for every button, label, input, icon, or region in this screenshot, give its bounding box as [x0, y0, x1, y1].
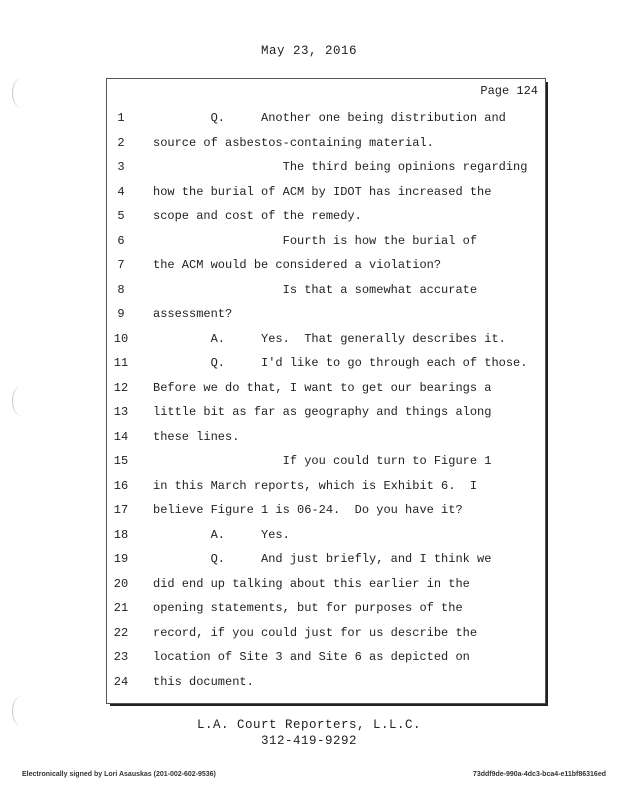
line-number: 15	[113, 454, 129, 468]
line-text: source of asbestos-containing material.	[153, 135, 434, 150]
transcript-page	[106, 78, 548, 706]
line-number: 20	[113, 576, 129, 591]
line-number: 3	[117, 160, 125, 174]
transcript-date: May 23, 2016	[260, 44, 357, 58]
line-text: A. Yes. That generally describes it.	[153, 331, 506, 346]
line-number: 24	[113, 674, 129, 689]
line-number: 21	[113, 601, 129, 615]
line-text: the ACM would be considered a violation?	[153, 258, 442, 272]
transcript-line	[106, 547, 546, 572]
border-shadow-right	[546, 82, 548, 706]
line-number: 11	[113, 356, 129, 370]
line-number: 10	[113, 331, 129, 346]
line-text: assessment?	[153, 307, 233, 321]
transcript-line	[106, 572, 546, 597]
document-hash: 73ddf9de-990a-4dc3-bca4-e11bf86316ed	[472, 771, 606, 778]
line-number: 8	[117, 282, 125, 297]
line-text: how the burial of ACM by IDOT has increased the	[153, 184, 492, 199]
line-number: 7	[117, 258, 125, 272]
transcript-line	[106, 302, 546, 327]
line-text: Q. I'd like to go through each of those.	[153, 356, 528, 370]
transcript-line	[106, 645, 546, 670]
transcript-line	[106, 204, 546, 229]
line-number: 6	[117, 233, 125, 248]
line-text: record, if you could just for us describe the	[153, 625, 478, 640]
line-number: 23	[113, 650, 129, 664]
line-text: location of Site 3 and Site 6 as depicted on	[153, 650, 470, 664]
line-text: Before we do that, I want to get our bearings a	[153, 380, 492, 395]
line-number: 9	[117, 307, 125, 321]
punch-hole-mark	[12, 386, 31, 416]
transcript-line	[106, 449, 546, 474]
transcript-lines	[106, 106, 546, 694]
reporter-company: L.A. Court Reporters, L.L.C.	[196, 718, 422, 732]
transcript-line	[106, 327, 546, 352]
transcript-line	[106, 596, 546, 621]
line-text: these lines.	[153, 429, 240, 444]
line-number: 14	[113, 429, 129, 444]
line-text: scope and cost of the remedy.	[153, 209, 362, 223]
line-number: 16	[113, 478, 129, 493]
line-number: 2	[117, 135, 125, 150]
line-text: believe Figure 1 is 06-24. Do you have it?	[153, 503, 463, 517]
transcript-line	[106, 229, 546, 254]
transcript-line	[106, 253, 546, 278]
line-text: If you could turn to Figure 1	[153, 454, 492, 468]
transcript-line	[106, 670, 546, 695]
line-text: this document.	[153, 674, 254, 689]
electronic-signature: Electronically signed by Lori Asauskas (201-002-602-9536)	[22, 771, 216, 778]
reporter-phone: 312-419-9292	[260, 734, 357, 748]
transcript-line	[106, 351, 546, 376]
transcript-line	[106, 106, 546, 131]
line-number: 13	[113, 405, 129, 419]
line-number: 17	[113, 503, 129, 517]
transcript-line	[106, 523, 546, 548]
line-text: Is that a somewhat accurate	[153, 282, 478, 297]
page-number: Page 124	[480, 84, 538, 98]
border-shadow-bottom	[110, 704, 548, 706]
line-number: 4	[117, 184, 125, 199]
line-text: did end up talking about this earlier in the	[153, 576, 470, 591]
line-text: Q. And just briefly, and I think we	[153, 552, 492, 566]
line-text: in this March reports, which is Exhibit 6. I	[153, 478, 478, 493]
line-number: 22	[113, 625, 129, 640]
line-text: little bit as far as geography and things along	[153, 405, 492, 419]
transcript-line	[106, 131, 546, 156]
line-number: 12	[113, 380, 129, 395]
line-text: Q. Another one being distribution and	[153, 111, 506, 125]
line-text: Fourth is how the burial of	[153, 233, 478, 248]
transcript-line	[106, 376, 546, 401]
transcript-line	[106, 425, 546, 450]
transcript-line	[106, 400, 546, 425]
line-number: 19	[113, 552, 129, 566]
transcript-line	[106, 180, 546, 205]
line-text: opening statements, but for purposes of the	[153, 601, 463, 615]
transcript-line	[106, 155, 546, 180]
punch-hole-mark	[12, 78, 31, 108]
line-number: 1	[117, 111, 125, 125]
line-text: The third being opinions regarding	[153, 160, 528, 174]
line-number: 5	[117, 209, 125, 223]
transcript-line	[106, 474, 546, 499]
line-text: A. Yes.	[153, 527, 290, 542]
line-number: 18	[113, 527, 129, 542]
transcript-line	[106, 278, 546, 303]
transcript-line	[106, 621, 546, 646]
transcript-line	[106, 498, 546, 523]
